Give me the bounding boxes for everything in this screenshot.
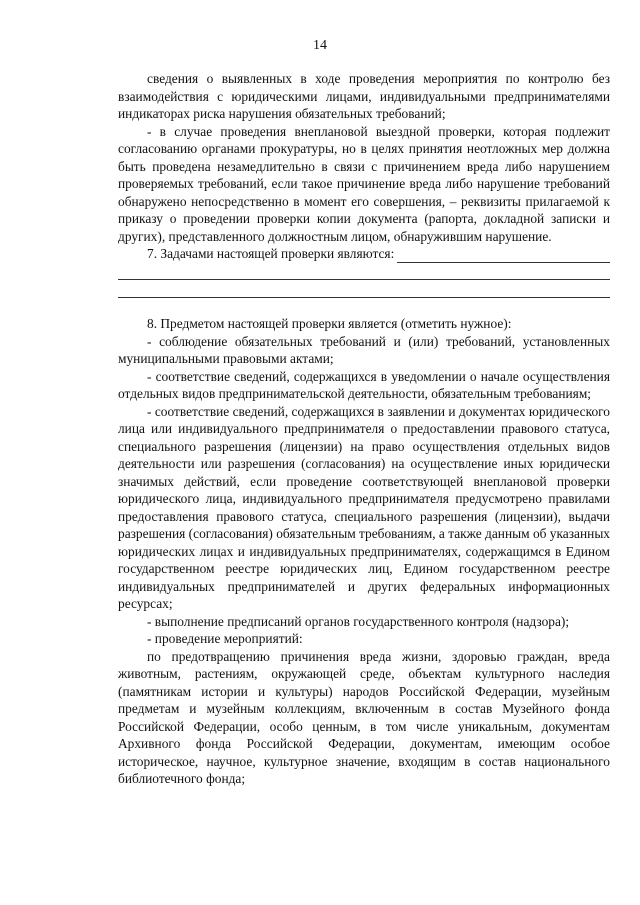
item-8-heading: 8. Предметом настоящей проверки является (отметить нужное): — [147, 316, 512, 331]
item-7-fill-line — [397, 248, 610, 263]
document-body — [118, 70, 610, 788]
item-7-label: 7. Задачами настоящей проверки являются: — [147, 246, 395, 261]
fill-line-2 — [118, 263, 610, 281]
item-8-measures-prevention: по предотвращению причинения вреда жизни, здоровью граждан, вреда животным, растениям, окружающей среде, объектам культурного наследия (памятникам истории и культуры) народов Российской Федерации, музейным предметам и музейным коллекциям, включенным в состав Музейного фонда Российской Федерации, особо ценным, в том числе уникальным, документам Архивного фонда Российской Федерации, документам, имеющим особое историческое, научное, культурное значение, входящим в состав национального библиотечного фонда; — [118, 648, 610, 786]
item-8-option-measures: - проведение мероприятий: — [147, 631, 303, 646]
item-8-option-orders: - выполнение предписаний органов государственного контроля (надзора); — [147, 613, 570, 629]
paragraph-violations-info: сведения о выявленных в ходе проведения мероприятия по контролю без взаимодействия с юридическими лицами, индивидуальными предпринимателями индикаторах риска нарушения обязательных требований; — [118, 71, 610, 121]
item-8-option-application: - соответствие сведений, содержащихся в заявлении и документах юридического лица или индивидуального предпринимателя о предоставлении правового статуса, специального разрешения (лицензии) на право осуществления отдельных видов деятельности или разрешения (согласования) на осуществление иных юридически значимых действий, если проведение соответствующей внеплановой проверки юридического лица, индивидуального предпринимателя предусмотрено правилами предоставления правового статуса, специального разрешения (лицензии), выдачи разрешения (согласования) обязательным требованиям, а также данным об указанных юридических лицах и индивидуальных предпринимателях, содержащимся в Едином государственном реестре юридических лиц, Едином государственном реестре индивидуальных предпринимателей и других федеральных информационных ресурсах; — [118, 403, 611, 611]
item-7-tasks — [118, 245, 610, 263]
page-number: 14 — [313, 38, 327, 53]
fill-line-3 — [118, 280, 610, 298]
item-8-option-notification: - соответствие сведений, содержащихся в уведомлении о начале осуществления отдельных видов предпринимательской деятельности, обязательным требованиям; — [118, 368, 610, 401]
item-8-option-compliance: - соблюдение обязательных требований и (или) требований, установленных муниципальными правовыми актами; — [118, 333, 610, 366]
paragraph-unscheduled-inspection: - в случае проведения внеплановой выездной проверки, которая подлежит согласованию органами прокуратуры, но в целях принятия неотложных мер должна быть проведена незамедлительно в связи с причинением вреда либо нарушением проверяемых требований, если такое причинение вреда либо нарушение требований обнаружено непосредственно в момент его совершения, – реквизиты прилагаемой к приказу о проведении проверки копии документа (рапорта, докладной записки и других), представленного должностным лицом, обнаружившим нарушение. — [118, 123, 610, 244]
